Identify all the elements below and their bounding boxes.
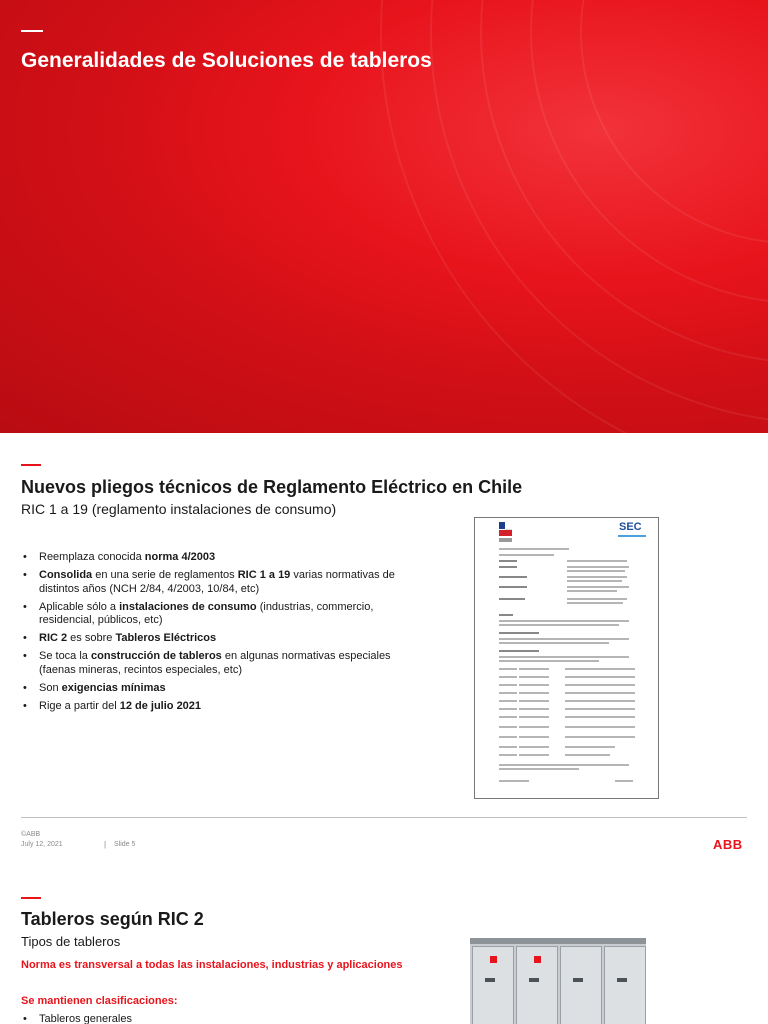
document-text-line bbox=[499, 668, 517, 670]
document-text-line bbox=[499, 692, 517, 694]
document-text-line bbox=[499, 780, 529, 782]
document-text-line bbox=[499, 560, 517, 562]
document-text-line bbox=[565, 754, 610, 756]
document-text-line bbox=[519, 708, 549, 710]
slide-title: Tableros según RIC 2 bbox=[21, 909, 204, 929]
chile-emblem-icon bbox=[499, 522, 512, 544]
footer-divider bbox=[21, 817, 747, 818]
slide-title: Nuevos pliegos técnicos de Reglamento Eléctrico en Chile bbox=[21, 477, 523, 497]
document-text-line bbox=[499, 576, 527, 578]
footer-separator: | bbox=[104, 840, 107, 849]
document-text-line bbox=[519, 716, 549, 718]
document-text-line bbox=[565, 668, 635, 670]
list-item: • Se toca la construcción de tableros en algunas normativas especiales (faenas mineras, recintos especiales, etc) bbox=[21, 650, 401, 677]
document-text-line bbox=[499, 586, 527, 588]
title-accent-dash bbox=[21, 30, 43, 32]
list-item: • Rige a partir del 12 de julio 2021 bbox=[21, 700, 401, 714]
document-text-line bbox=[499, 548, 569, 550]
document-text-line bbox=[519, 684, 549, 686]
document-text-line bbox=[565, 746, 615, 748]
title-accent-dash bbox=[21, 464, 41, 466]
bullet-list bbox=[21, 1013, 401, 1024]
content-slide bbox=[0, 433, 768, 863]
document-text-line bbox=[499, 642, 609, 644]
section-label: Se mantienen clasificaciones: bbox=[21, 995, 178, 1007]
document-text-line bbox=[519, 746, 549, 748]
document-text-line bbox=[499, 726, 517, 728]
content-slide bbox=[0, 863, 768, 1024]
title-slide bbox=[0, 0, 768, 433]
document-text-line bbox=[567, 590, 617, 592]
page-title: Generalidades de Soluciones de tableros bbox=[21, 49, 432, 72]
document-text-line bbox=[565, 708, 635, 710]
document-text-line bbox=[567, 580, 622, 582]
switchboard-image bbox=[470, 938, 646, 1024]
document-text-line bbox=[499, 676, 517, 678]
document-text-line bbox=[499, 708, 517, 710]
list-item: • Aplicable sólo a instalaciones de consumo (industrias, commercio, residencial, públicos, etc) bbox=[21, 601, 401, 628]
document-text-line bbox=[499, 656, 629, 658]
document-text-line bbox=[499, 684, 517, 686]
document-text-line bbox=[499, 700, 517, 702]
document-text-line bbox=[615, 780, 633, 782]
document-thumbnail bbox=[474, 517, 659, 799]
document-text-line bbox=[565, 684, 635, 686]
document-text-line bbox=[499, 632, 539, 634]
document-text-line bbox=[499, 660, 599, 662]
document-text-line bbox=[499, 754, 517, 756]
document-text-line bbox=[565, 736, 635, 738]
list-item: • Tableros generales bbox=[21, 1013, 401, 1024]
document-text-line bbox=[567, 598, 627, 600]
document-text-line bbox=[499, 716, 517, 718]
document-text-line bbox=[565, 726, 635, 728]
document-text-line bbox=[519, 700, 549, 702]
footer-date: July 12, 2021 bbox=[21, 841, 63, 848]
list-item: • RIC 2 es sobre Tableros Eléctricos bbox=[21, 632, 401, 646]
document-text-line bbox=[567, 566, 629, 568]
list-item: • Reemplaza conocida norma 4/2003 bbox=[21, 551, 401, 565]
document-text-line bbox=[499, 554, 554, 556]
list-item: • Consolida en una serie de reglamentos RIC 1 a 19 varias normativas de distintos años (NCH 2/84, 4/2003, 10/84, etc) bbox=[21, 569, 401, 596]
document-text-line bbox=[499, 736, 517, 738]
list-item: • Son exigencias mínimas bbox=[21, 682, 401, 696]
document-text-line bbox=[567, 560, 627, 562]
document-text-line bbox=[519, 726, 549, 728]
slide-subtitle: Tipos de tableros bbox=[21, 934, 121, 949]
document-text-line bbox=[567, 586, 629, 588]
document-text-line bbox=[567, 576, 627, 578]
highlight-note: Norma es transversal a todas las instalaciones, industrias y aplicaciones bbox=[21, 959, 403, 971]
document-text-line bbox=[519, 676, 549, 678]
document-text-line bbox=[499, 650, 539, 652]
document-text-line bbox=[519, 736, 549, 738]
sec-logo: SEC bbox=[619, 521, 642, 533]
document-text-line bbox=[519, 754, 549, 756]
document-text-line bbox=[567, 602, 623, 604]
document-text-line bbox=[565, 692, 635, 694]
document-text-line bbox=[567, 570, 625, 572]
document-text-line bbox=[499, 624, 619, 626]
sec-logo-underline bbox=[618, 535, 646, 537]
document-text-line bbox=[565, 676, 635, 678]
bullet-list bbox=[21, 551, 401, 718]
document-text-line bbox=[565, 716, 635, 718]
abb-logo: ABB bbox=[713, 837, 743, 852]
document-text-line bbox=[519, 692, 549, 694]
document-text-line bbox=[499, 746, 517, 748]
document-text-line bbox=[499, 566, 517, 568]
document-text-line bbox=[519, 668, 549, 670]
slide-subtitle: RIC 1 a 19 (reglamento instalaciones de consumo) bbox=[21, 501, 337, 517]
slide-number: Slide 5 bbox=[114, 841, 136, 848]
document-text-line bbox=[499, 598, 525, 600]
title-accent-dash bbox=[21, 897, 41, 899]
document-text-line bbox=[499, 764, 629, 766]
document-text-line bbox=[499, 614, 513, 616]
document-text-line bbox=[499, 620, 629, 622]
document-text-line bbox=[499, 638, 629, 640]
copyright: ©ABB bbox=[21, 831, 41, 838]
document-text-line bbox=[499, 768, 579, 770]
document-text-line bbox=[565, 700, 635, 702]
